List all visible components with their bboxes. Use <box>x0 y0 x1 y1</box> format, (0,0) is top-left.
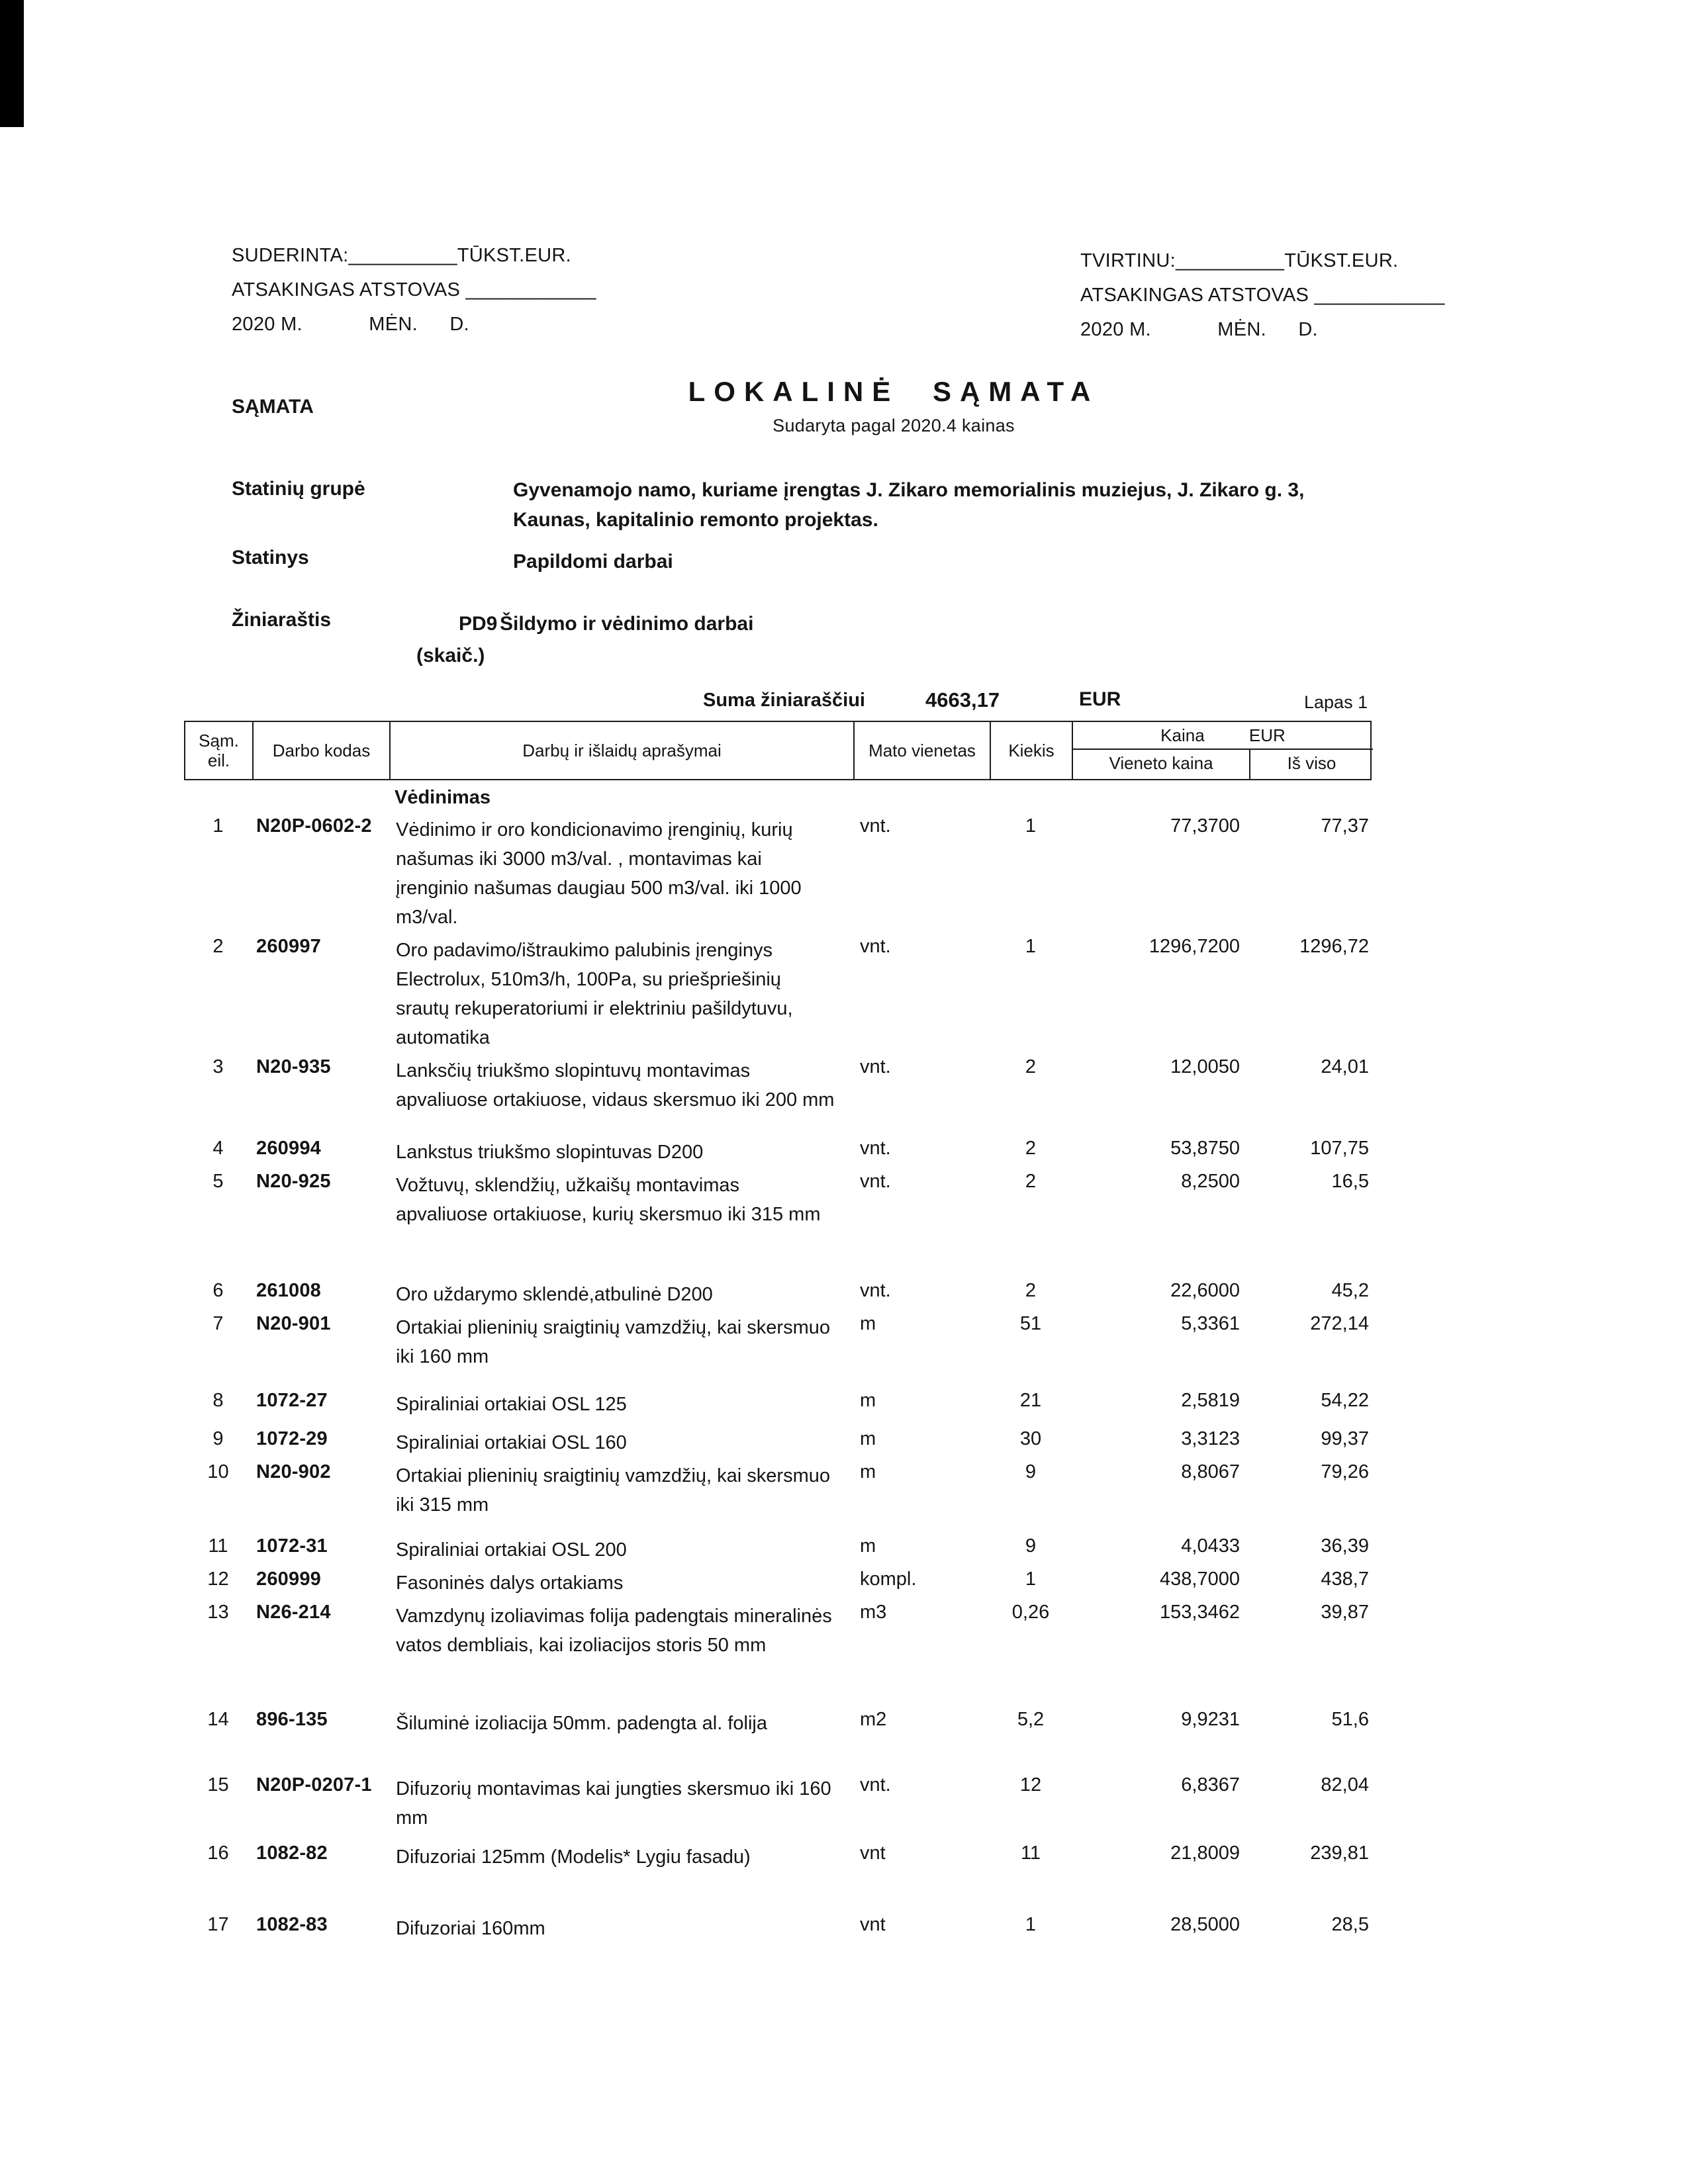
unit-price: 22,6000 <box>1170 1280 1240 1301</box>
unit-price: 5,3361 <box>1181 1313 1240 1334</box>
unit-of-measure: vnt. <box>860 1774 891 1796</box>
quantity: 51 <box>1019 1313 1042 1334</box>
ziniarastis-note: (skaič.) <box>416 645 485 666</box>
row-number: 10 <box>207 1461 229 1482</box>
total-price: 39,87 <box>1321 1602 1369 1623</box>
work-code: 260997 <box>256 936 321 957</box>
table-row <box>184 1052 1372 1134</box>
total-price: 79,26 <box>1321 1461 1369 1482</box>
work-description: Difuzoriai 160mm <box>396 1918 545 1939</box>
quantity: 2 <box>1025 1138 1037 1159</box>
row-number: 17 <box>207 1914 229 1935</box>
work-description: Vamzdynų izoliavimas folija padengtais mineralinės vatos dembliais, kai izoliacijos storis 50 mm <box>396 1606 832 1656</box>
unit-of-measure: m <box>860 1535 876 1557</box>
work-description: Fasoninės dalys ortakiams <box>396 1572 624 1594</box>
row-number: 16 <box>207 1843 229 1864</box>
row-number: 3 <box>212 1056 224 1077</box>
month-label: MĖN. <box>369 314 418 335</box>
year-label: 2020 M. <box>1080 319 1151 340</box>
table-row <box>184 1839 1372 1910</box>
header-price-group <box>1073 722 1373 779</box>
quantity: 9 <box>1025 1535 1037 1557</box>
samata-label: SĄMATA <box>232 396 314 418</box>
title-block <box>397 376 1390 436</box>
quantity: 0,26 <box>1011 1602 1050 1623</box>
unit-price: 1296,7200 <box>1149 936 1240 957</box>
unit-of-measure: vnt. <box>860 1280 891 1301</box>
unit-of-measure: vnt. <box>860 1171 891 1192</box>
work-code: 1082-83 <box>256 1914 328 1935</box>
document-subtitle: Sudaryta pagal 2020.4 kainas <box>773 416 1015 435</box>
unit-price: 438,7000 <box>1160 1569 1240 1590</box>
row-number: 8 <box>212 1390 224 1411</box>
table-row <box>184 1424 1372 1457</box>
work-description: Difuzoriai 125mm (Modelis* Lygiu fasadu) <box>396 1846 751 1868</box>
table-row <box>184 1167 1372 1276</box>
approval-block-tvirtinu <box>1080 244 1445 347</box>
work-description: Vožtuvų, sklendžių, užkaišų montavimas apvaliuose ortakiuose, kurių skersmuo iki 315 mm <box>396 1175 821 1225</box>
work-code: 1072-29 <box>256 1428 328 1449</box>
header-description: Darbų ir išlaidų aprašymai <box>391 722 855 779</box>
work-code: 261008 <box>256 1280 321 1301</box>
unit-price: 12,0050 <box>1170 1056 1240 1077</box>
header-quantity: Kiekis <box>991 722 1073 779</box>
work-code: N20P-0207-1 <box>256 1774 372 1796</box>
table-row <box>184 1386 1372 1424</box>
work-description: Oro uždarymo sklendė,atbulinė D200 <box>396 1284 713 1305</box>
unit-of-measure: vnt. <box>860 1138 891 1159</box>
unit-of-measure: vnt. <box>860 936 891 957</box>
quantity: 2 <box>1025 1280 1037 1301</box>
unit-of-measure: vnt. <box>860 815 891 837</box>
approval-block-suderinta <box>232 238 596 341</box>
unit-of-measure: vnt <box>860 1843 886 1864</box>
quantity: 9 <box>1025 1461 1037 1482</box>
date-line <box>1080 312 1445 347</box>
work-code: N20-935 <box>256 1056 331 1077</box>
atsakingas-atstovas-line: ATSAKINGAS ATSTOVAS ____________ <box>1080 285 1445 306</box>
quantity: 12 <box>1019 1774 1042 1796</box>
row-number: 9 <box>212 1428 224 1449</box>
unit-of-measure: kompl. <box>860 1569 917 1590</box>
unit-of-measure: m <box>860 1461 876 1482</box>
total-price: 54,22 <box>1321 1390 1369 1411</box>
header-price-sub <box>1073 750 1373 779</box>
unit-of-measure: m3 <box>860 1602 887 1623</box>
table-row <box>184 1705 1372 1770</box>
quantity: 5,2 <box>1017 1709 1045 1730</box>
row-number: 7 <box>212 1313 224 1334</box>
table-row <box>184 811 1372 932</box>
header-total: Iš viso <box>1287 753 1336 773</box>
row-number: 13 <box>207 1602 229 1623</box>
total-price: 1296,72 <box>1299 936 1369 957</box>
work-description: Ortakiai plieninių sraigtinių vamzdžių, kai skersmuo iki 160 mm <box>396 1317 830 1367</box>
table-row <box>184 1134 1372 1167</box>
header-price-title: Kaina EUR <box>1073 722 1373 750</box>
year-label: 2020 M. <box>232 314 303 335</box>
work-code: 260994 <box>256 1138 321 1159</box>
row-number: 11 <box>208 1535 228 1557</box>
table-rows <box>184 811 1372 1950</box>
header-unit: Mato vienetas <box>855 722 991 779</box>
total-price: 24,01 <box>1321 1056 1369 1077</box>
table-row <box>184 1531 1372 1565</box>
work-description: Oro padavimo/ištraukimo palubinis įrenginys Electrolux, 510m3/h, 100Pa, su priešpriešinių srautų rekuperatoriumi ir elektriniu pašildytuvu, automatika <box>396 940 793 1048</box>
tvirtinu-line: TVIRTINU:__________TŪKST.EUR. <box>1080 250 1399 271</box>
quantity: 1 <box>1025 936 1037 957</box>
total-price: 272,14 <box>1310 1313 1369 1334</box>
total-price: 77,37 <box>1321 815 1369 837</box>
work-code: 260999 <box>256 1569 321 1590</box>
work-description: Lanksčių triukšmo slopintuvų montavimas apvaliuose ortakiuose, vidaus skersmuo iki 200 mm <box>396 1060 835 1111</box>
scan-artifact <box>0 0 24 127</box>
total-price: 45,2 <box>1331 1280 1369 1301</box>
statiniu-grupe-value: Gyvenamojo namo, kuriame įrengtas J. Zikaro memorialinis muziejus, J. Zikaro g. 3, Kaunas, kapitalinio remonto projektas. <box>513 479 1305 531</box>
quantity: 30 <box>1019 1428 1042 1449</box>
unit-price: 2,5819 <box>1181 1390 1240 1411</box>
unit-price: 153,3462 <box>1160 1602 1240 1623</box>
unit-price: 21,8009 <box>1170 1843 1240 1864</box>
suderinta-line: SUDERINTA:__________TŪKST.EUR. <box>232 245 571 266</box>
summary-currency: EUR <box>1079 688 1121 710</box>
work-code: N20P-0602-2 <box>256 815 372 837</box>
header-unit-price: Vieneto kaina <box>1073 750 1250 779</box>
quantity: 1 <box>1025 815 1037 837</box>
table-row <box>184 1309 1372 1386</box>
unit-price: 28,5000 <box>1170 1914 1240 1935</box>
ziniarastis-value: Šildymo ir vėdinimo darbai <box>500 613 754 635</box>
total-price: 16,5 <box>1331 1171 1369 1192</box>
unit-of-measure: m <box>860 1390 876 1411</box>
work-code: N20-902 <box>256 1461 331 1482</box>
work-description: Spiraliniai ortakiai OSL 200 <box>396 1539 627 1561</box>
quantity: 2 <box>1025 1171 1037 1192</box>
work-code: 1072-27 <box>256 1390 328 1411</box>
ziniarastis-code: PD9 <box>459 613 498 635</box>
day-label: D. <box>449 314 469 335</box>
summary-amount: 4663,17 <box>925 688 1000 711</box>
row-number: 15 <box>207 1774 229 1796</box>
month-label: MĖN. <box>1217 319 1266 340</box>
quantity: 21 <box>1019 1390 1042 1411</box>
work-description: Vėdinimo ir oro kondicionavimo įrenginių, kurių našumas iki 3000 m3/val. , montavimas kai įrenginio našumas daugiau 500 m3/val. iki 1000 m3/val. <box>396 819 802 928</box>
day-label: D. <box>1298 319 1318 340</box>
unit-price: 6,8367 <box>1181 1774 1240 1796</box>
statiniu-grupe-label: Statinių grupė <box>232 478 365 500</box>
unit-price: 8,2500 <box>1181 1171 1240 1192</box>
row-number: 14 <box>207 1709 229 1730</box>
unit-of-measure: m <box>860 1428 876 1449</box>
work-description: Lankstus triukšmo slopintuvas D200 <box>396 1142 704 1163</box>
table-row <box>184 932 1372 1052</box>
document-title: LOKALINĖ SĄMATA <box>688 376 1100 407</box>
table-header <box>184 721 1372 780</box>
row-number: 12 <box>207 1569 229 1590</box>
work-description: Ortakiai plieninių sraigtinių vamzdžių, kai skersmuo iki 315 mm <box>396 1465 830 1516</box>
atsakingas-atstovas-line: ATSAKINGAS ATSTOVAS ____________ <box>232 279 596 300</box>
work-code: 1082-82 <box>256 1843 328 1864</box>
row-number: 4 <box>212 1138 224 1159</box>
unit-price: 3,3123 <box>1181 1428 1240 1449</box>
table-body <box>184 780 1372 1950</box>
unit-of-measure: vnt. <box>860 1056 891 1077</box>
section-header: Vėdinimas <box>395 787 491 808</box>
header-row-number: Sąm. eil. <box>185 722 254 779</box>
total-price: 438,7 <box>1321 1569 1369 1590</box>
quantity: 2 <box>1025 1056 1037 1077</box>
quantity: 1 <box>1025 1914 1037 1935</box>
table-row <box>184 1770 1372 1839</box>
total-price: 99,37 <box>1321 1428 1369 1449</box>
table-row <box>184 1276 1372 1309</box>
unit-of-measure: m2 <box>860 1709 887 1730</box>
date-line <box>232 307 596 341</box>
statinys-label: Statinys <box>232 547 309 569</box>
estimate-table <box>184 721 1372 1950</box>
ziniarastis-label: Žiniaraštis <box>232 609 332 631</box>
table-row <box>184 1910 1372 1950</box>
total-price: 51,6 <box>1331 1709 1369 1730</box>
unit-of-measure: vnt <box>860 1914 886 1935</box>
row-number: 6 <box>212 1280 224 1301</box>
row-number: 2 <box>212 936 224 957</box>
total-price: 36,39 <box>1321 1535 1369 1557</box>
row-number: 1 <box>212 815 224 837</box>
table-row <box>184 1598 1372 1705</box>
total-price: 28,5 <box>1331 1914 1369 1935</box>
work-code: N20-901 <box>256 1313 331 1334</box>
statinys-value: Papildomi darbai <box>513 551 673 572</box>
unit-of-measure: m <box>860 1313 876 1334</box>
quantity: 1 <box>1025 1569 1037 1590</box>
total-price: 107,75 <box>1310 1138 1369 1159</box>
summary-label: Suma žiniaraščiui <box>703 690 865 711</box>
table-row <box>184 1565 1372 1598</box>
total-price: 239,81 <box>1310 1843 1369 1864</box>
unit-price: 4,0433 <box>1181 1535 1240 1557</box>
page-number: Lapas 1 <box>1304 692 1368 712</box>
work-description: Difuzorių montavimas kai jungties skersmuo iki 160 mm <box>396 1778 831 1829</box>
work-code: 1072-31 <box>256 1535 328 1557</box>
table-row <box>184 1457 1372 1531</box>
work-description: Spiraliniai ortakiai OSL 125 <box>396 1394 627 1415</box>
header-work-code: Darbo kodas <box>254 722 391 779</box>
work-code: N20-925 <box>256 1171 331 1192</box>
work-description: Spiraliniai ortakiai OSL 160 <box>396 1432 627 1453</box>
total-price: 82,04 <box>1321 1774 1369 1796</box>
unit-price: 53,8750 <box>1170 1138 1240 1159</box>
row-number: 5 <box>212 1171 224 1192</box>
quantity: 11 <box>1020 1843 1041 1864</box>
unit-price: 9,9231 <box>1181 1709 1240 1730</box>
unit-price: 77,3700 <box>1170 815 1240 837</box>
work-code: N26-214 <box>256 1602 331 1623</box>
work-description: Šiluminė izoliacija 50mm. padengta al. folija <box>396 1713 767 1734</box>
work-code: 896-135 <box>256 1709 328 1730</box>
unit-price: 8,8067 <box>1181 1461 1240 1482</box>
